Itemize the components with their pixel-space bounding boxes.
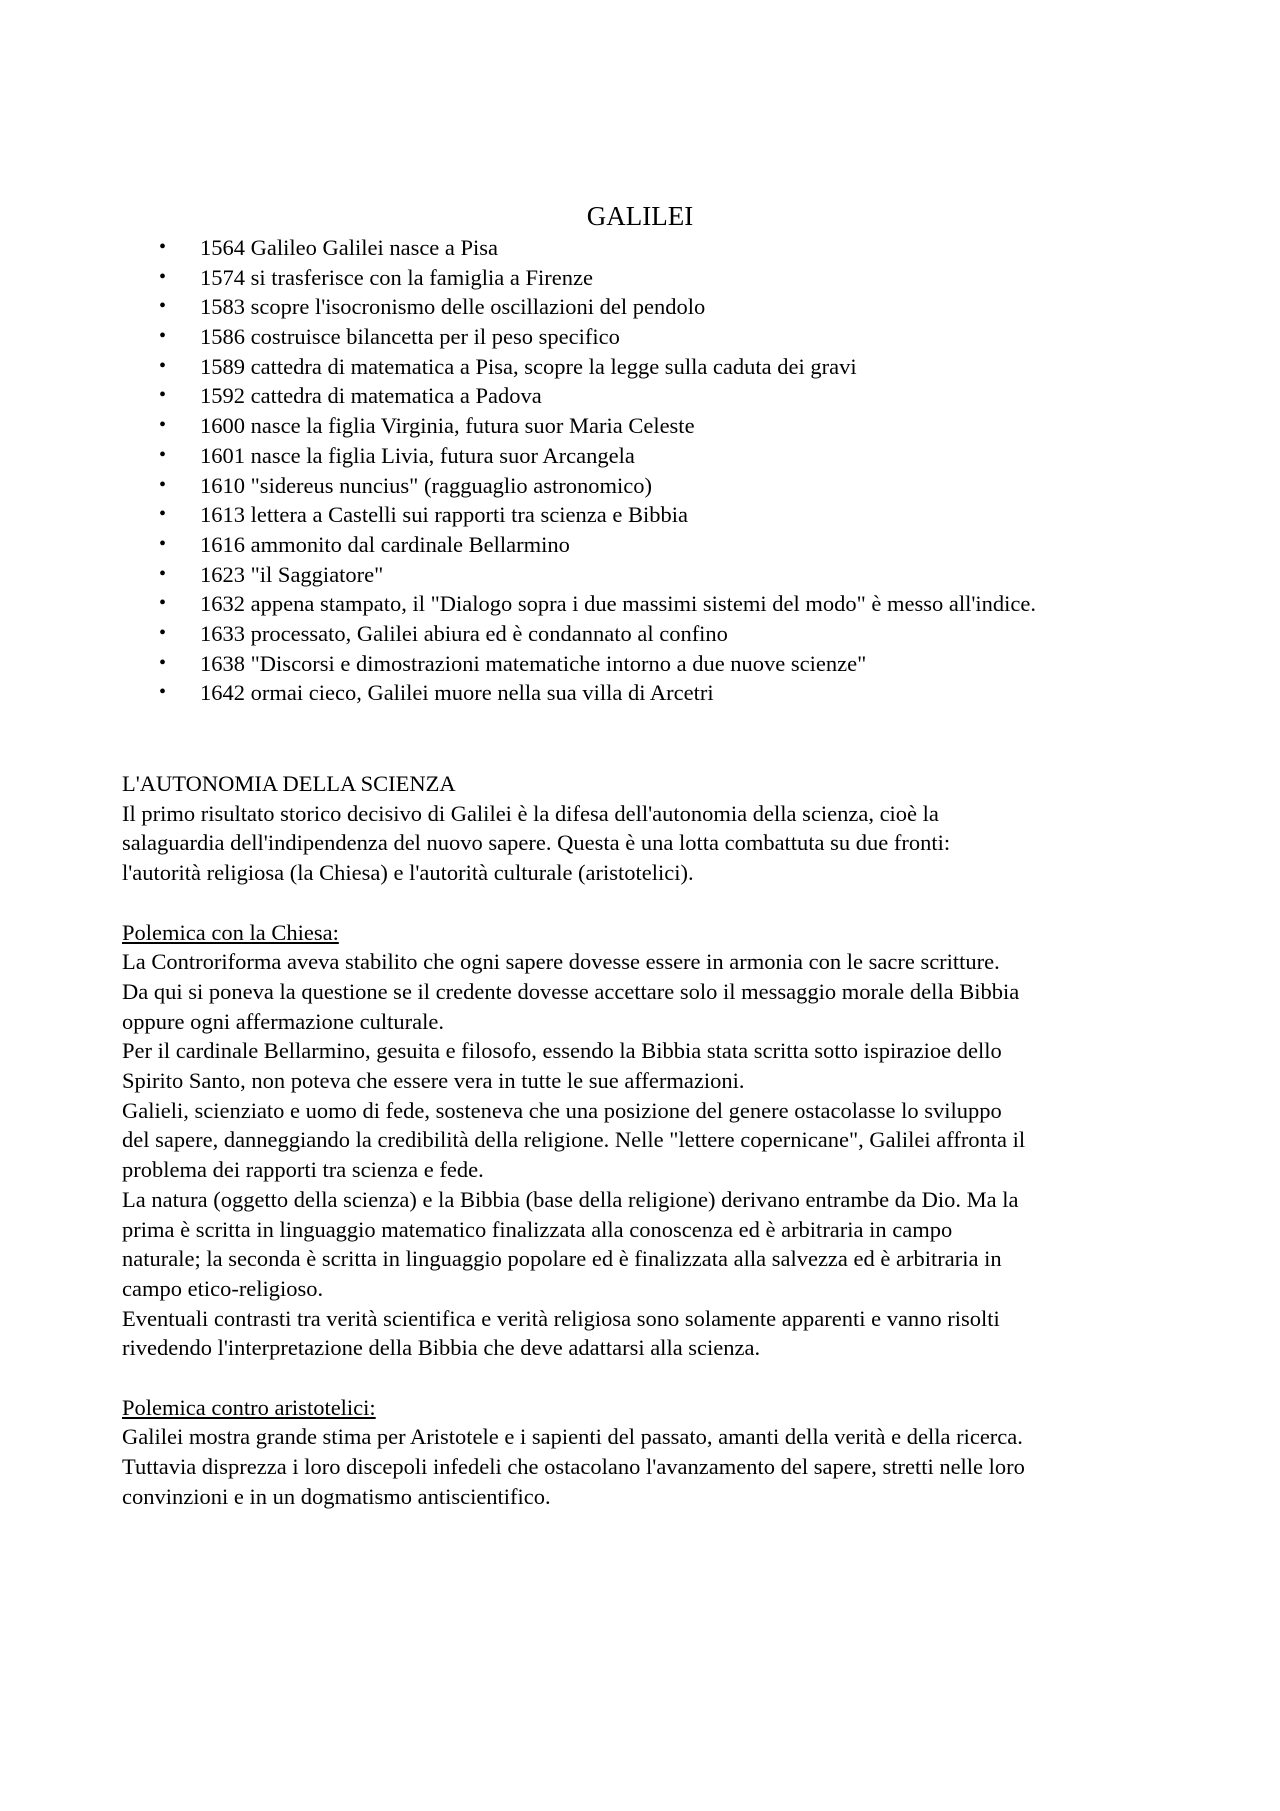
- timeline-item-text: 1589 cattedra di matematica a Pisa, scopre la legge sulla caduta dei gravi: [200, 353, 857, 379]
- paragraph-line: convinzioni e in un dogmatismo antiscientifico.: [122, 1483, 551, 1509]
- timeline-item: [159, 381, 1200, 411]
- paragraph-line: naturale; la seconda è scritta in linguaggio popolare ed è finalizzata alla salvezza ed è arbitraria in: [122, 1246, 1002, 1272]
- timeline-item: [159, 649, 1200, 679]
- timeline-item: [159, 471, 1200, 501]
- paragraph-line: l'autorità religiosa (la Chiesa) e l'autorità culturale (aristotelici).: [122, 860, 694, 886]
- paragraph-line: Per il cardinale Bellarmino, gesuita e filosofo, essendo la Bibbia stata scritta sotto ispirazioe dello: [122, 1038, 1002, 1064]
- page-title: GALILEI: [586, 201, 694, 231]
- timeline-item: [159, 500, 1200, 530]
- paragraph-line: Tuttavia disprezza i loro discepoli infedeli che ostacolano l'avanzamento del sapere, stretti nelle loro: [122, 1454, 1025, 1480]
- timeline-item-text: 1600 nasce la figlia Virginia, futura suor Maria Celeste: [200, 413, 695, 439]
- bullet-icon: •: [159, 384, 167, 407]
- timeline-item: [159, 589, 1200, 619]
- bullet-icon: •: [159, 325, 167, 348]
- timeline-item-text: 1610 "sidereus nuncius" (ragguaglio astronomico): [200, 472, 653, 498]
- bullet-icon: •: [159, 532, 167, 555]
- paragraph-line: rivedendo l'interpretazione della Bibbia che deve adattarsi alla scienza.: [122, 1335, 761, 1361]
- bullet-icon: •: [159, 295, 167, 318]
- paragraph-line: campo etico-religioso.: [122, 1275, 324, 1301]
- bullet-icon: •: [159, 414, 167, 437]
- bullet-icon: •: [159, 562, 167, 585]
- timeline-item-text: 1613 lettera a Castelli sui rapporti tra scienza e Bibbia: [200, 502, 688, 528]
- paragraph-line: Eventuali contrasti tra verità scientifica e verità religiosa sono solamente apparenti e vanno risolti: [122, 1305, 1000, 1331]
- bullet-icon: •: [159, 236, 167, 258]
- timeline-item-text: 1616 ammonito dal cardinale Bellarmino: [200, 531, 570, 557]
- body-text: [122, 769, 1182, 1512]
- timeline-item-text: 1632 appena stampato, il "Dialogo sopra i due massimi sistemi del modo" è messo all'indice.: [200, 591, 1037, 617]
- timeline-item-text: 1586 costruisce bilancetta per il peso specifico: [200, 324, 620, 350]
- paragraph-line: La Controriforma aveva stabilito che ogni sapere dovesse essere in armonia con le sacre scritture.: [122, 949, 1000, 975]
- paragraph-line: oppure ogni affermazione culturale.: [122, 1008, 444, 1034]
- bullet-icon: •: [159, 681, 167, 704]
- timeline-item: [159, 233, 1200, 263]
- paragraph-line: Da qui si poneva la questione se il credente dovesse accettare solo il messaggio morale della Bibbia: [122, 978, 1020, 1004]
- timeline-item-text: 1564 Galileo Galilei nasce a Pisa: [200, 235, 499, 260]
- paragraph-line: Spirito Santo, non poteva che essere vera in tutte le sue affermazioni.: [122, 1068, 745, 1094]
- paragraph-line: del sapere, danneggiando la credibilità della religione. Nelle "lettere copernicane", Galilei affronta il: [122, 1127, 1026, 1153]
- bullet-icon: •: [159, 443, 167, 466]
- paragraph-gap: [122, 1363, 1182, 1393]
- timeline-item: [159, 530, 1200, 560]
- bullet-icon: •: [159, 651, 167, 674]
- paragraph-line: La natura (oggetto della scienza) e la Bibbia (base della religione) derivano entrambe da Dio. Ma la: [122, 1186, 1019, 1212]
- paragraph-line: Il primo risultato storico decisivo di Galilei è la difesa dell'autonomia della scienza, cioè la: [122, 800, 939, 826]
- timeline-item: [159, 352, 1200, 382]
- bullet-icon: •: [159, 265, 167, 288]
- paragraph-line: prima è scritta in linguaggio matematico finalizzata alla conoscenza ed è arbitraria in campo: [122, 1216, 953, 1242]
- paragraph-line: Galieli, scienziato e uomo di fede, sosteneva che una posizione del genere ostacolasse lo sviluppo: [122, 1097, 1002, 1123]
- timeline-item-text: 1638 "Discorsi e dimostrazioni matematiche intorno a due nuove scienze": [200, 650, 867, 676]
- bullet-icon: •: [159, 621, 167, 644]
- paragraph-line: problema dei rapporti tra scienza e fede.: [122, 1157, 484, 1183]
- timeline-item-text: 1592 cattedra di matematica a Padova: [200, 383, 542, 409]
- timeline-item: [159, 263, 1200, 293]
- section-heading-autonomia: L'AUTONOMIA DELLA SCIENZA: [122, 771, 456, 796]
- timeline-item-text: 1633 processato, Galilei abiura ed è condannato al confino: [200, 620, 728, 646]
- timeline-item: [159, 441, 1200, 471]
- paragraph-gap: [122, 888, 1182, 918]
- paragraph-line: Galilei mostra grande stima per Aristotele e i sapienti del passato, amanti della verità e della ricerca.: [122, 1424, 1023, 1450]
- timeline-item-text: 1642 ormai cieco, Galilei muore nella sua villa di Arcetri: [200, 680, 714, 706]
- section-heading-aristotelici: Polemica contro aristotelici:: [122, 1394, 376, 1420]
- timeline-item: [159, 292, 1200, 322]
- section-heading-chiesa: Polemica con la Chiesa:: [122, 919, 339, 945]
- paragraph-line: salaguardia dell'indipendenza del nuovo sapere. Questa è una lotta combattuta su due fronti:: [122, 830, 951, 856]
- timeline-item: [159, 322, 1200, 352]
- timeline-item-text: 1574 si trasferisce con la famiglia a Firenze: [200, 264, 593, 290]
- timeline-item: [159, 678, 1200, 708]
- timeline-item: [159, 411, 1200, 441]
- bullet-icon: •: [159, 354, 167, 377]
- timeline-list: [159, 233, 1200, 708]
- timeline-item: [159, 619, 1200, 649]
- bullet-icon: •: [159, 473, 167, 496]
- timeline-item-text: 1583 scopre l'isocronismo delle oscillazioni del pendolo: [200, 294, 706, 320]
- timeline-item-text: 1623 "il Saggiatore": [200, 561, 384, 587]
- timeline-item-text: 1601 nasce la figlia Livia, futura suor Arcangela: [200, 442, 635, 468]
- bullet-icon: •: [159, 503, 167, 526]
- timeline-item: [159, 560, 1200, 590]
- bullet-icon: •: [159, 592, 167, 615]
